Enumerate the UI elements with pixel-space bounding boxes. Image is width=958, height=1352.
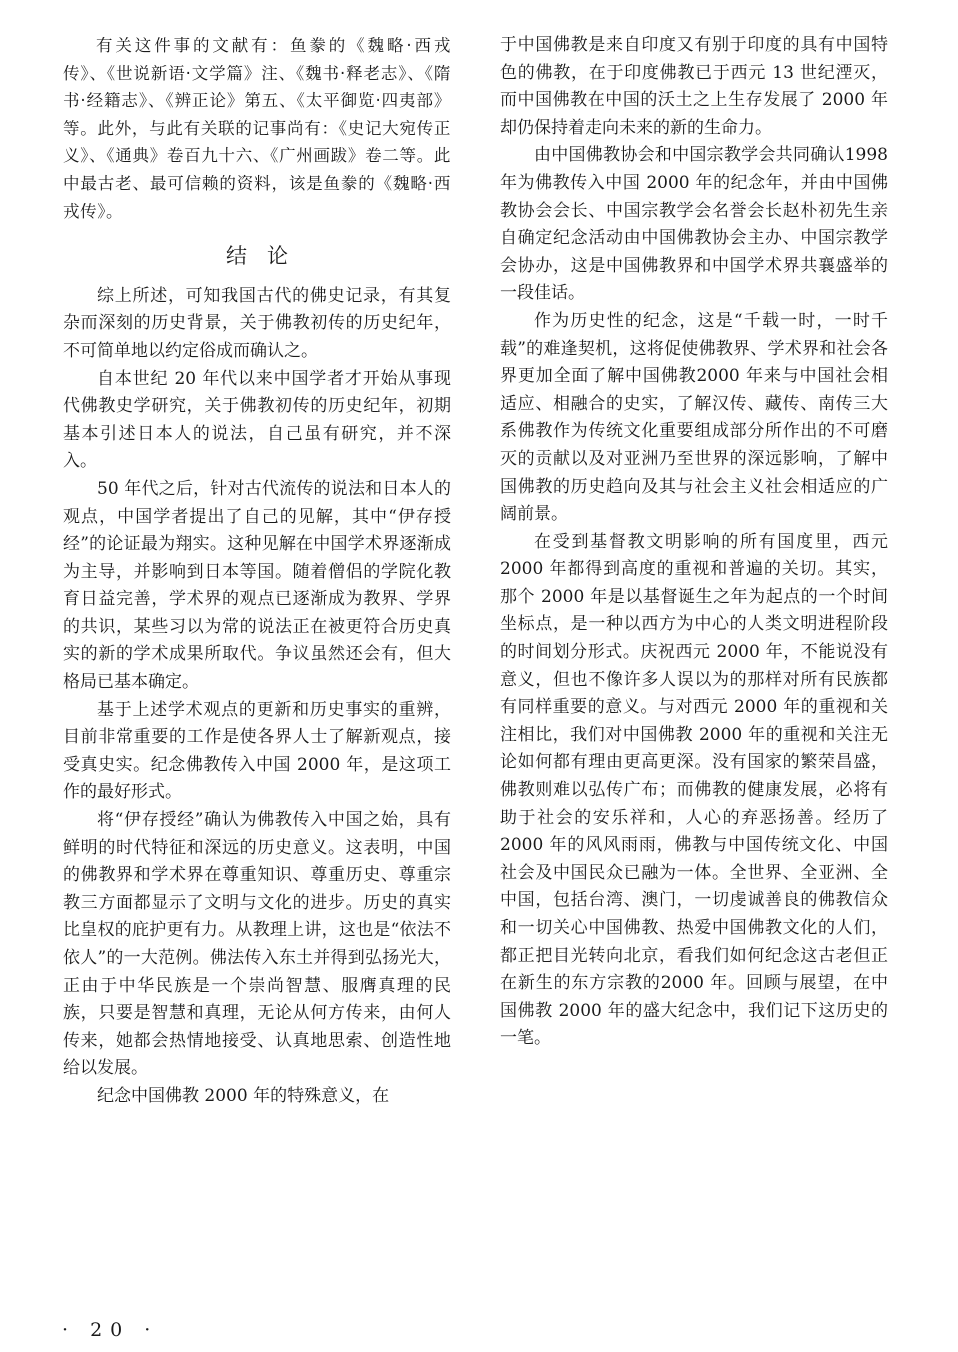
body-paragraph-continued: 于中国佛教是来自印度又有别于印度的具有中国特色的佛教，在于印度佛教已于西元 13 世纪湮灭，而中国佛教在中国的沃土之上生存发展了 2000 年却仍保持着走向未来的新的生命力。 [500,35,888,138]
body-paragraph: 50 年代之后，针对古代流传的说法和日本人的观点，中国学者提出了自己的见解，其中“伊存授经”的论证最为翔实。这种见解在中国学术界逐渐成为主导，并影响到日本等国。随着僧侣的学院化教育日益完善，学术界的观点已逐渐成为教界、学界的共识，某些习以为常的说法正在被更符合历史真实的新的学术成果所取代。争议虽然还会有，但大格局已基本确定。 [63,478,451,693]
section-title: 结论 [226,244,308,269]
body-paragraph: 将“伊存授经”确认为佛教传入中国之始，具有鲜明的时代特征和深远的历史意义。这表明，中国的佛教界和学术界在尊重知识、尊重历史、尊重宗教三方面都显示了文明与文化的进步。历史的真实比皇权的庇护更有力。从教理上讲，这也是“依法不依人”的一大范例。佛法传入东土并得到弘扬光大，正由于中华民族是一个崇尚智慧、服膺真理的民族，只要是智慧和真理，无论从何方传来，由何人传来，她都会热情地接受、认真地思索、创造性地给以发展。 [63,810,451,1079]
page-number: · 20 · [62,1319,159,1341]
body-paragraph: 在受到基督教文明影响的所有国度里，西元 2000 年都得到高度的重视和普遍的关切。其实，那个 2000 年是以基督诞生之年为起点的一个时间坐标点，是一种以西方为中心的人类文明进程阶段的时间划分形式。庆祝西元 2000 年，不能说没有意义，但也不像许多人误以为的那样对所有民族都有同样重要的意义。与对西元 2000 年的重视和关注相比，我们对中国佛教 2000 年的重视和关注无论如何都有理由更高更深。没有国家的繁荣昌盛，佛教则难以弘传广布；而佛教的健康发展，必将有助于社会的安乐祥和，人心的弃恶扬善。经历了 2000 年的风风雨雨，佛教与中国传统文化、中国社会及中国民众已融为一体。全世界、全亚洲、全中国，包括台湾、澳门，一切虔诚善良的佛教信众和一切关心中国佛教、热爱中国佛教文化的人们，都正把目光转向北京，看我们如何纪念这古老但正在新生的东方宗教的2000 年。回顾与展望，在中国佛教 2000 年的盛大纪念中，我们记下这历史的一笔。 [500,531,888,1049]
body-paragraph: 自本世纪 20 年代以来中国学者才开始从事现代佛教史学研究，关于佛教初传的历史纪年，初期基本引述日本人的说法，自己虽有研究，并不深入。 [63,368,451,472]
body-paragraph: 综上所述，可知我国古代的佛史记录，有其复杂而深刻的历史背景，关于佛教初传的历史纪年，不可简单地以约定俗成而确认之。 [63,285,451,361]
body-paragraph: 由中国佛教协会和中国宗教学会共同确认1998 年为佛教传入中国 2000 年的纪念年，并由中国佛教协会会长、中国宗教学会名誉会长赵朴初先生亲自确定纪念活动由中国佛教协会主办、中国宗教学会协办，这是中国佛教界和中国学术界共襄盛举的一段佳话。 [500,145,888,304]
body-paragraph: 作为历史性的纪念，这是“千载一时，一时千载”的难逢契机，这将促使佛教界、学术界和社会各界更加全面了解中国佛教2000 年来与中国社会相适应、相融合的史实，了解汉传、藏传、南传三大系佛教作为传统文化重要组成部分所作出的不可磨灭的贡献以及对亚洲乃至世界的深远影响，了解中国佛教的历史趋向及其与社会主义社会相适应的广阔前景。 [500,310,888,525]
right-column [500,32,888,1053]
body-paragraph: 基于上述学术观点的更新和历史事实的重辨，目前非常重要的工作是使各界人士了解新观点，接受真史实。纪念佛教传入中国 2000 年，是这项工作的最好形式。 [63,699,451,803]
body-paragraph: 纪念中国佛教 2000 年的特殊意义，在 [97,1085,390,1106]
left-column [63,32,451,1111]
references-paragraph: 有关这件事的文献有：鱼豢的《魏略·西戎传》、《世说新语·文学篇》注、《魏书·释老志》、《隋书·经籍志》、《辨正论》第五、《太平御览·四夷部》等。此外，与此有关联的记事尚有：《史记大宛传正义》、《通典》卷百九十六、《广州画跋》卷二等。此中最古老、最可信赖的资料，该是鱼豢的《魏略·西戎传》。 [63,36,451,221]
